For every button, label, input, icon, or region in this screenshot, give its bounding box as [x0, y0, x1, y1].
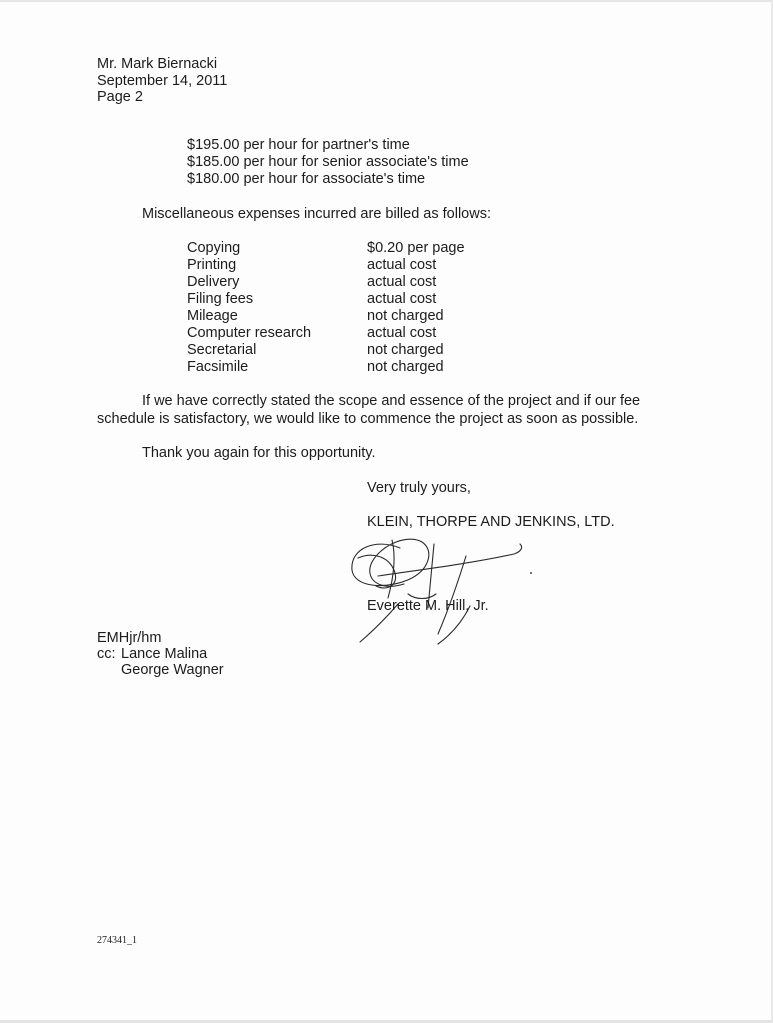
- expense-charge: actual cost: [367, 257, 437, 273]
- expense-item: Facsimile: [187, 359, 249, 375]
- expense-item: Filing fees: [187, 291, 254, 307]
- expense-item: Computer research: [187, 325, 312, 341]
- scan-edge-top: [0, 0, 773, 2]
- expense-charge: actual cost: [367, 325, 437, 341]
- cc-label: cc:: [97, 646, 116, 662]
- paragraph-line: schedule is satisfactory, we would like to commence the project as soon as possible.: [97, 411, 639, 427]
- expense-item: Delivery: [187, 274, 240, 290]
- thanks-line: Thank you again for this opportunity.: [142, 445, 376, 461]
- rate-line: $180.00 per hour for associate's time: [187, 171, 426, 187]
- cc-recipient: George Wagner: [121, 662, 224, 678]
- rate-line: $185.00 per hour for senior associate's time: [187, 154, 469, 170]
- expense-item: Printing: [187, 257, 237, 273]
- expense-charge: not charged: [367, 342, 444, 358]
- expense-charge: actual cost: [367, 274, 437, 290]
- expense-item: Copying: [187, 240, 241, 256]
- cc-recipient: Lance Malina: [121, 646, 208, 662]
- typist-initials: EMHjr/hm: [97, 630, 162, 646]
- expense-item: Mileage: [187, 308, 238, 324]
- expense-item: Secretarial: [187, 342, 257, 358]
- valediction: Very truly yours,: [367, 480, 471, 496]
- document-number: 274341_1: [97, 935, 137, 946]
- recipient-name: Mr. Mark Biernacki: [97, 56, 218, 72]
- expense-charge: not charged: [367, 308, 444, 324]
- expense-charge: actual cost: [367, 291, 437, 307]
- signer-name: Everette M. Hill, Jr.: [367, 598, 489, 614]
- firm-name: KLEIN, THORPE AND JENKINS, LTD.: [367, 514, 615, 530]
- ink-speck: [530, 572, 532, 574]
- expense-charge: $0.20 per page: [367, 240, 465, 256]
- expenses-intro: Miscellaneous expenses incurred are billed as follows:: [142, 206, 491, 222]
- handwritten-signature: [338, 526, 538, 656]
- paragraph-line: If we have correctly stated the scope and essence of the project and if our fee: [142, 393, 641, 409]
- page-number: Page 2: [97, 89, 143, 105]
- rate-line: $195.00 per hour for partner's time: [187, 137, 410, 153]
- expense-charge: not charged: [367, 359, 444, 375]
- letter-date: September 14, 2011: [97, 73, 228, 89]
